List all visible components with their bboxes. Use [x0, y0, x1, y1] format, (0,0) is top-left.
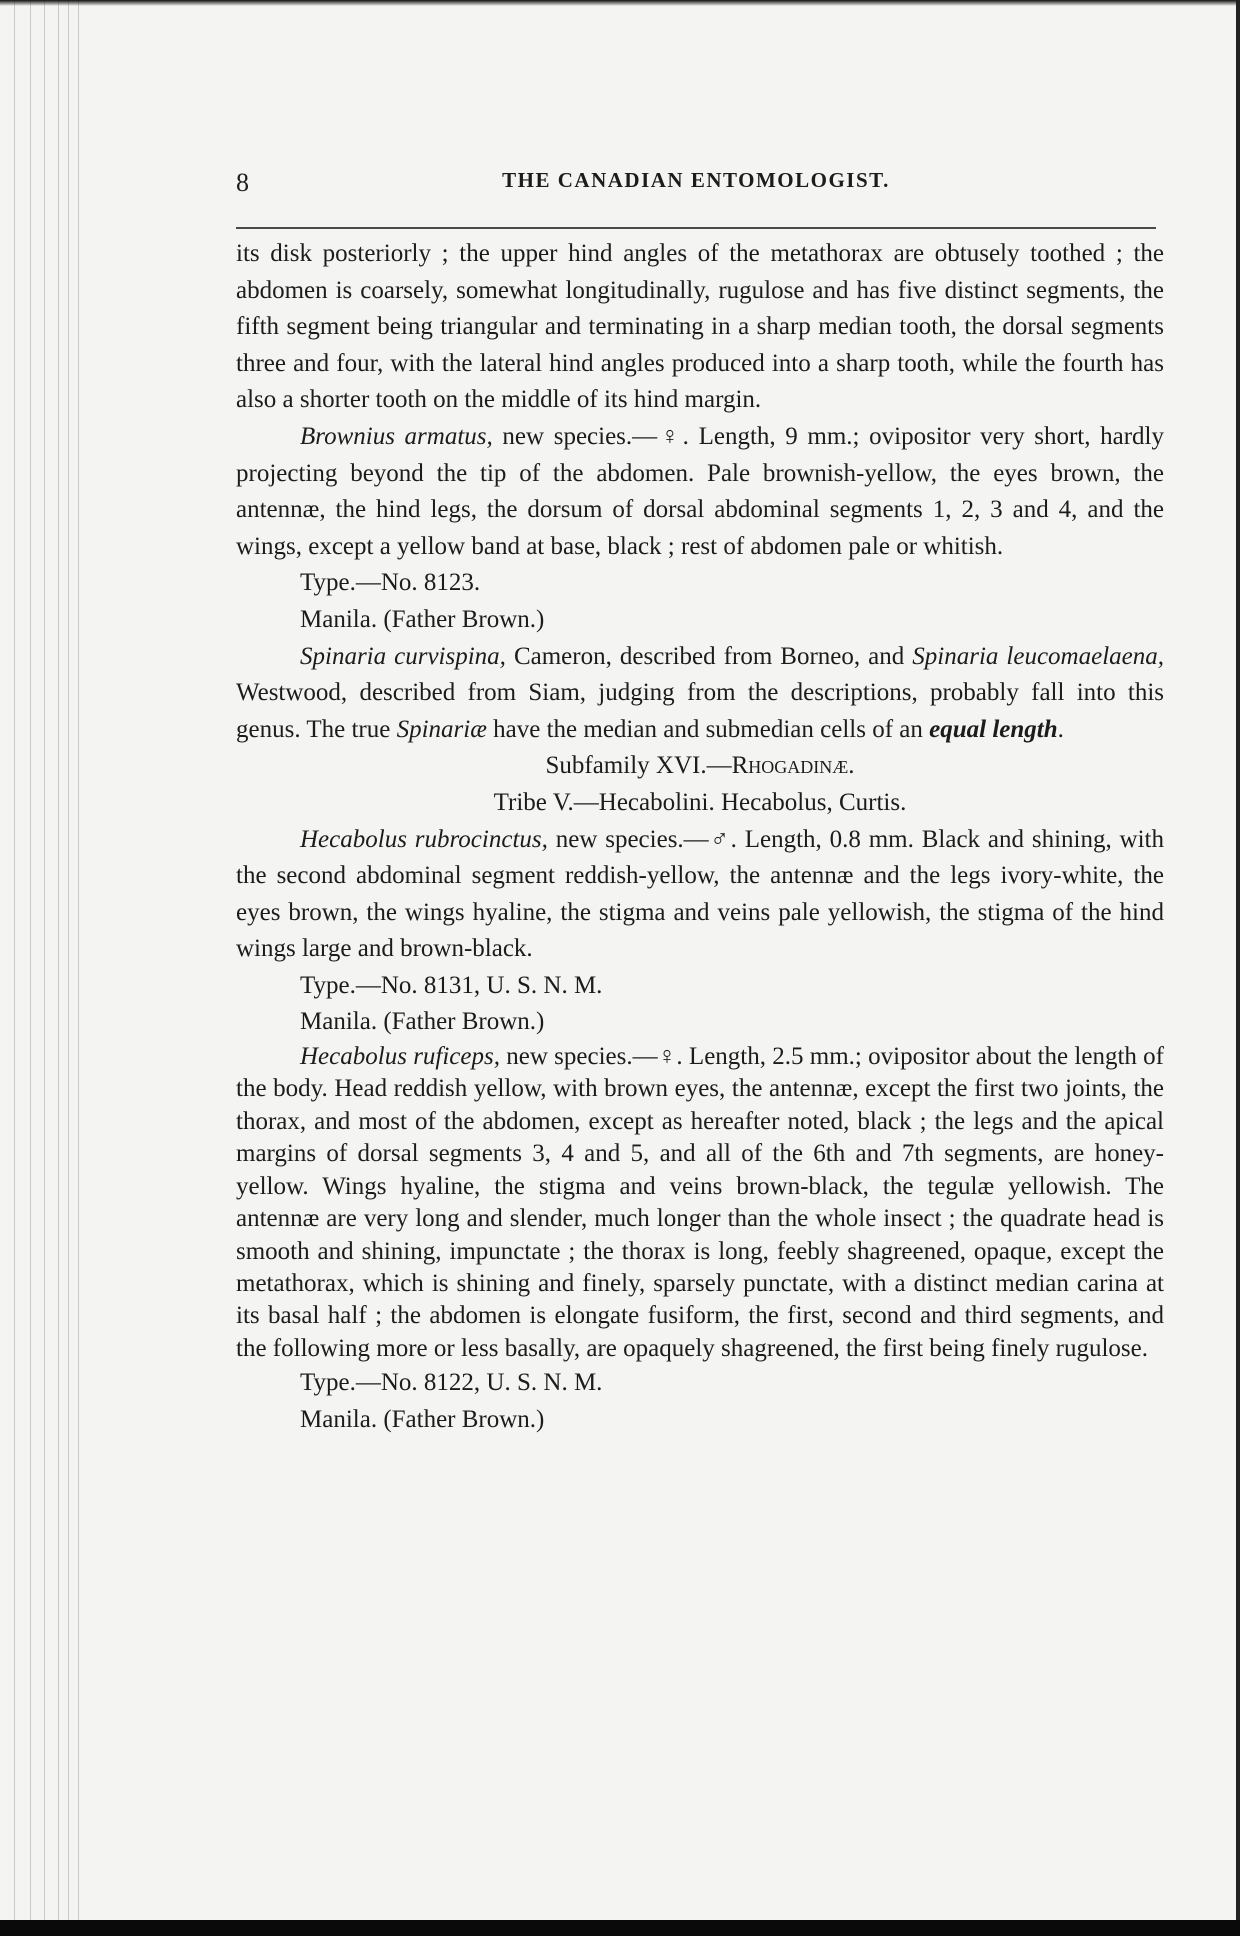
type-number: Type.—No. 8122, U. S. N. M.: [300, 1369, 603, 1397]
species-name: Spinaria curvispina,: [300, 642, 506, 670]
species-name: Hecabolus ruficeps,: [300, 1043, 500, 1071]
species-name: Spinaria leucomaelaena,: [912, 642, 1165, 670]
page-header: [236, 162, 1156, 202]
tribe-heading: Tribe V.—Hecabolini. Hecabolus, Curtis.: [493, 788, 907, 816]
type-number: Type.—No. 8123.: [300, 569, 481, 597]
emphasis: equal length: [929, 715, 1058, 743]
type-locality: Manila. (Father Brown.): [300, 1008, 545, 1036]
paragraph-continuation: its disk posteriorly ; the upper hind angles of the metathorax are obtusely toothed ; the abdomen is coarsely, somewhat longitudinally, rugulose and has five distinct segments, the fifth segment being triangular and terminating in a sharp median tooth, the dorsal segments three and four, with the lateral hind angles produced into a sharp tooth, while the fourth has also a shorter tooth on the middle of its hind margin.: [236, 240, 1164, 414]
subfamily-prefix: Subfamily XVI.—: [545, 752, 732, 780]
subfamily-heading: [236, 748, 1164, 785]
spinaria-note: [236, 639, 1164, 749]
page-edge: [44, 0, 45, 1920]
subfamily-name: Rhogadinæ: [731, 752, 849, 780]
subfamily-end: .: [848, 752, 855, 780]
note-text: Westwood, described from Siam, judging from the descriptions, probably fall into this genus. The true: [236, 679, 1164, 743]
page-number: 8: [236, 168, 249, 197]
note-text: have the median and submedian cells of an: [486, 715, 930, 743]
type-locality: Manila. (Father Brown.): [300, 1405, 545, 1433]
genus-name: Spinariæ: [396, 715, 487, 743]
note-text: .: [1057, 715, 1064, 743]
page-edge: [58, 0, 59, 1920]
note-text: Cameron, described from Borneo, and: [505, 642, 913, 670]
page-edge: [68, 0, 69, 1920]
running-head: THE CANADIAN ENTOMOLOGIST.: [502, 168, 890, 192]
page-edge: [14, 0, 15, 1920]
type-locality: Manila. (Father Brown.): [300, 605, 545, 633]
page-edge: [78, 0, 79, 1920]
species-description: new species.—♀. Length, 2.5 mm.; ovipositor about the length of the body. Head reddish yellow, with brown eyes, the antennæ, except the first two joints, the thorax, and most of the abdomen, except as hereafter noted, black ; the legs and the apical margins of dorsal segments 3, 4 and 5, and all of the 6th and 7th segments, are honey-yellow. Wings hyaline, the stigma and veins brown-black, the tegulæ yellowish. The antennæ are very long and slender, much longer than the whole insect ; the quadrate head is smooth and shining, impunctate ; the thorax is long, feebly shagreened, opaque, except the metathorax, which is shining and finely, sparsely punctate, with a distinct median carina at its basal half ; the abdomen is elongate fusiform, the first, second and third segments, and the following more or less basally, are opaquely shagreened, the first being finely rugulose.: [236, 1043, 1164, 1362]
species-hecabolus-rubrocinctus: [236, 822, 1164, 968]
species-hecabolus-ruficeps: [236, 1041, 1164, 1365]
species-brownius-armatus: [236, 419, 1164, 565]
header-rule: [236, 227, 1156, 229]
species-name: Hecabolus rubrocinctus,: [300, 825, 548, 853]
article-body: [236, 236, 1164, 1438]
scan-shadow-top: [0, 0, 1240, 6]
scan-shadow-right: [1236, 0, 1240, 1920]
species-name: Brownius armatus,: [300, 422, 493, 450]
type-number: Type.—No. 8131, U. S. N. M.: [300, 971, 603, 999]
species-description: new species.—♂. Length, 0.8 mm. Black and shining, with the second abdominal segment reddish-yellow, the antennæ and the legs ivory-white, the eyes brown, the wings hyaline, the stigma and veins pale yellowish, the stigma of the hind wings large and brown-black.: [236, 825, 1165, 963]
species-description: new species.—♀. Length, 9 mm.; ovipositor very short, hardly projecting beyond the tip of the abdomen. Pale brownish-yellow, the eyes brown, the antennæ, the hind legs, the dorsum of dorsal abdominal segments 1, 2, 3 and 4, and the wings, except a yellow band at base, black ; rest of abdomen pale or whitish.: [236, 422, 1164, 560]
page-edge: [30, 0, 31, 1920]
